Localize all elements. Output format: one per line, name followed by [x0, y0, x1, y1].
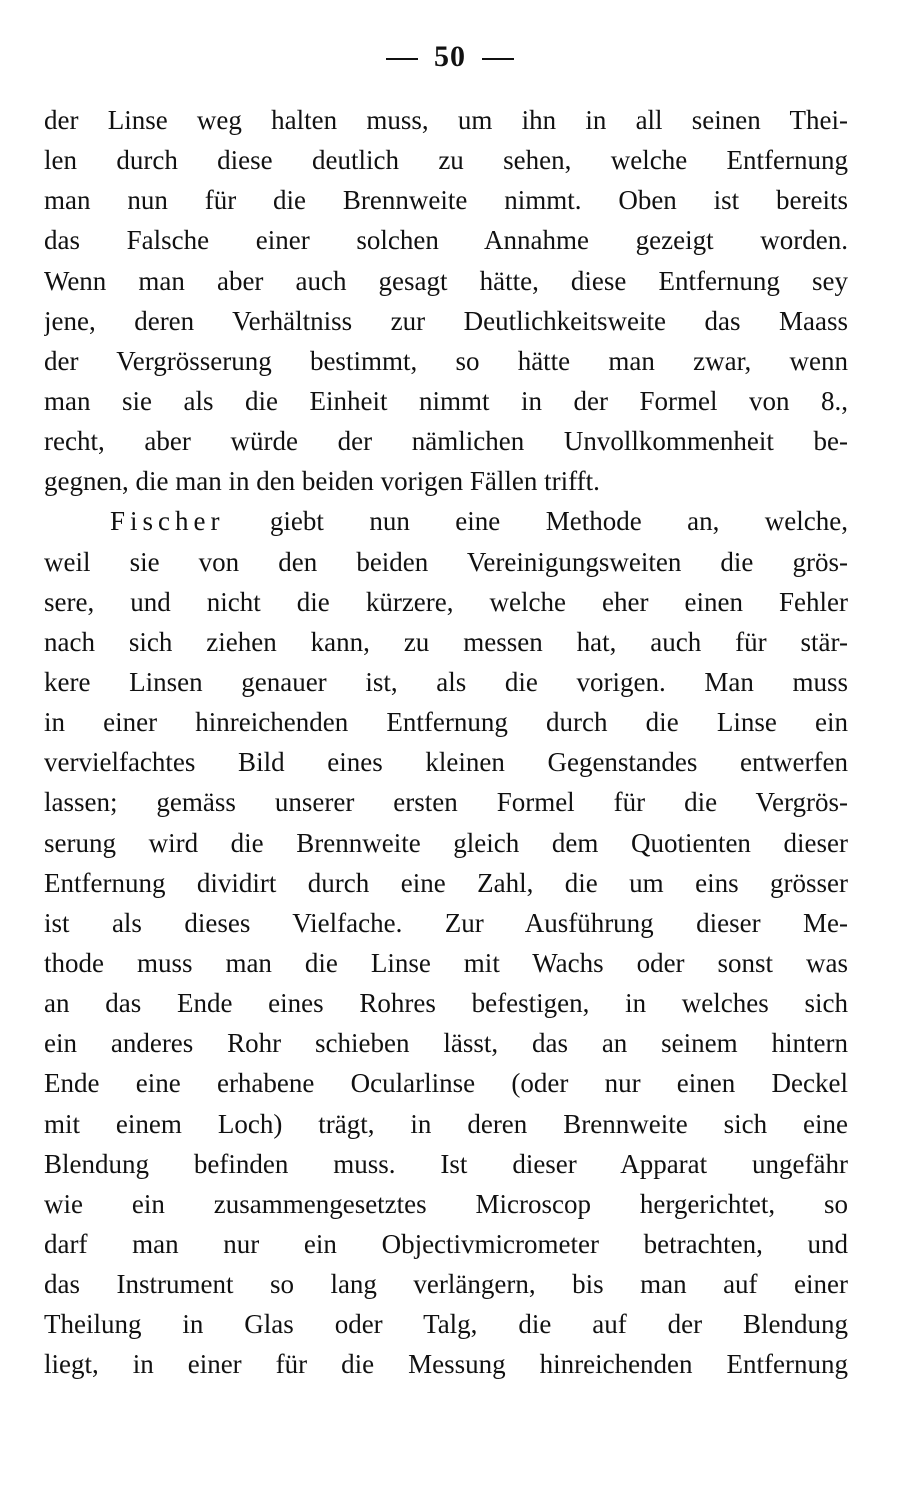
text-line: der Linse weg halten muss, um ihn in all seinen Thei-: [44, 105, 848, 135]
text-line: wie ein zusammengesetztes Microscop hergerichtet, so: [44, 1188, 848, 1219]
text-line: liegt, in einer für die Messung hinreichenden Entfernung: [44, 1349, 848, 1380]
text-line: lassen; gemäss unserer ersten Formel für die Vergrös-: [44, 787, 848, 818]
text-line: jene, deren Verhältniss zur Deutlichkeitsweite das Maass: [44, 305, 848, 336]
body-text: [44, 100, 848, 1385]
text-line: nach sich ziehen kann, zu messen hat, auch für stär-: [44, 626, 848, 657]
page-number: [0, 40, 900, 74]
text-line: man nun für die Brennweite nimmt. Oben ist bereits: [44, 185, 848, 216]
text-line: darf man nur ein Objectivmicrometer betrachten, und: [44, 1228, 848, 1259]
text-line: serung wird die Brennweite gleich dem Quotienten dieser: [44, 827, 848, 858]
paragraph-start-line: [44, 501, 848, 541]
text-line: Entfernung dividirt durch eine Zahl, die um eins grösser: [44, 867, 848, 898]
text-line: man sie als die Einheit nimmt in der Formel von 8.,: [44, 385, 848, 416]
text-line: mit einem Loch) trägt, in deren Brennweite sich eine: [44, 1108, 848, 1139]
text-line: Theilung in Glas oder Talg, die auf der Blendung: [44, 1309, 848, 1340]
text-line: in einer hinreichenden Entfernung durch die Linse ein: [44, 707, 848, 738]
text-line: Blendung befinden muss. Ist dieser Apparat ungefähr: [44, 1148, 848, 1179]
text-line: Ende eine erhabene Ocularlinse (oder nur einen Deckel: [44, 1068, 848, 1099]
text-line-paragraph-end: gegnen, die man in den beiden vorigen Fällen trifft.: [44, 466, 600, 497]
text-line: thode muss man die Linse mit Wachs oder sonst was: [44, 947, 848, 978]
text-line: ein anderes Rohr schieben lässt, das an seinem hintern: [44, 1028, 848, 1059]
text-line: das Instrument so lang verlängern, bis man auf einer: [44, 1269, 848, 1300]
page-number-text: 50: [434, 40, 466, 73]
text-line: der Vergrösserung bestimmt, so hätte man zwar, wenn: [44, 345, 848, 376]
text-line: Wenn man aber auch gesagt hätte, diese Entfernung sey: [44, 265, 848, 296]
text-line: kere Linsen genauer ist, als die vorigen. Man muss: [44, 666, 848, 697]
left-dash: [386, 58, 418, 60]
text-line: vervielfachtes Bild eines kleinen Gegenstandes entwerfen: [44, 747, 848, 778]
text-line: weil sie von den beiden Vereinigungsweiten die grös-: [44, 546, 848, 577]
text-line: sere, und nicht die kürzere, welche eher einen Fehler: [44, 586, 848, 617]
right-dash: [482, 58, 514, 60]
text-line: len durch diese deutlich zu sehen, welche Entfernung: [44, 145, 848, 176]
paragraph-start-rest: giebt nun eine Methode an, welche,: [224, 506, 848, 537]
text-line: an das Ende eines Rohres befestigen, in welches sich: [44, 988, 848, 1019]
author-name: Fischer: [110, 506, 225, 537]
text-line: das Falsche einer solchen Annahme gezeigt worden.: [44, 225, 848, 256]
text-line: ist als dieses Vielfache. Zur Ausführung dieser Me-: [44, 907, 848, 938]
text-line: recht, aber würde der nämlichen Unvollkommenheit be-: [44, 426, 848, 457]
